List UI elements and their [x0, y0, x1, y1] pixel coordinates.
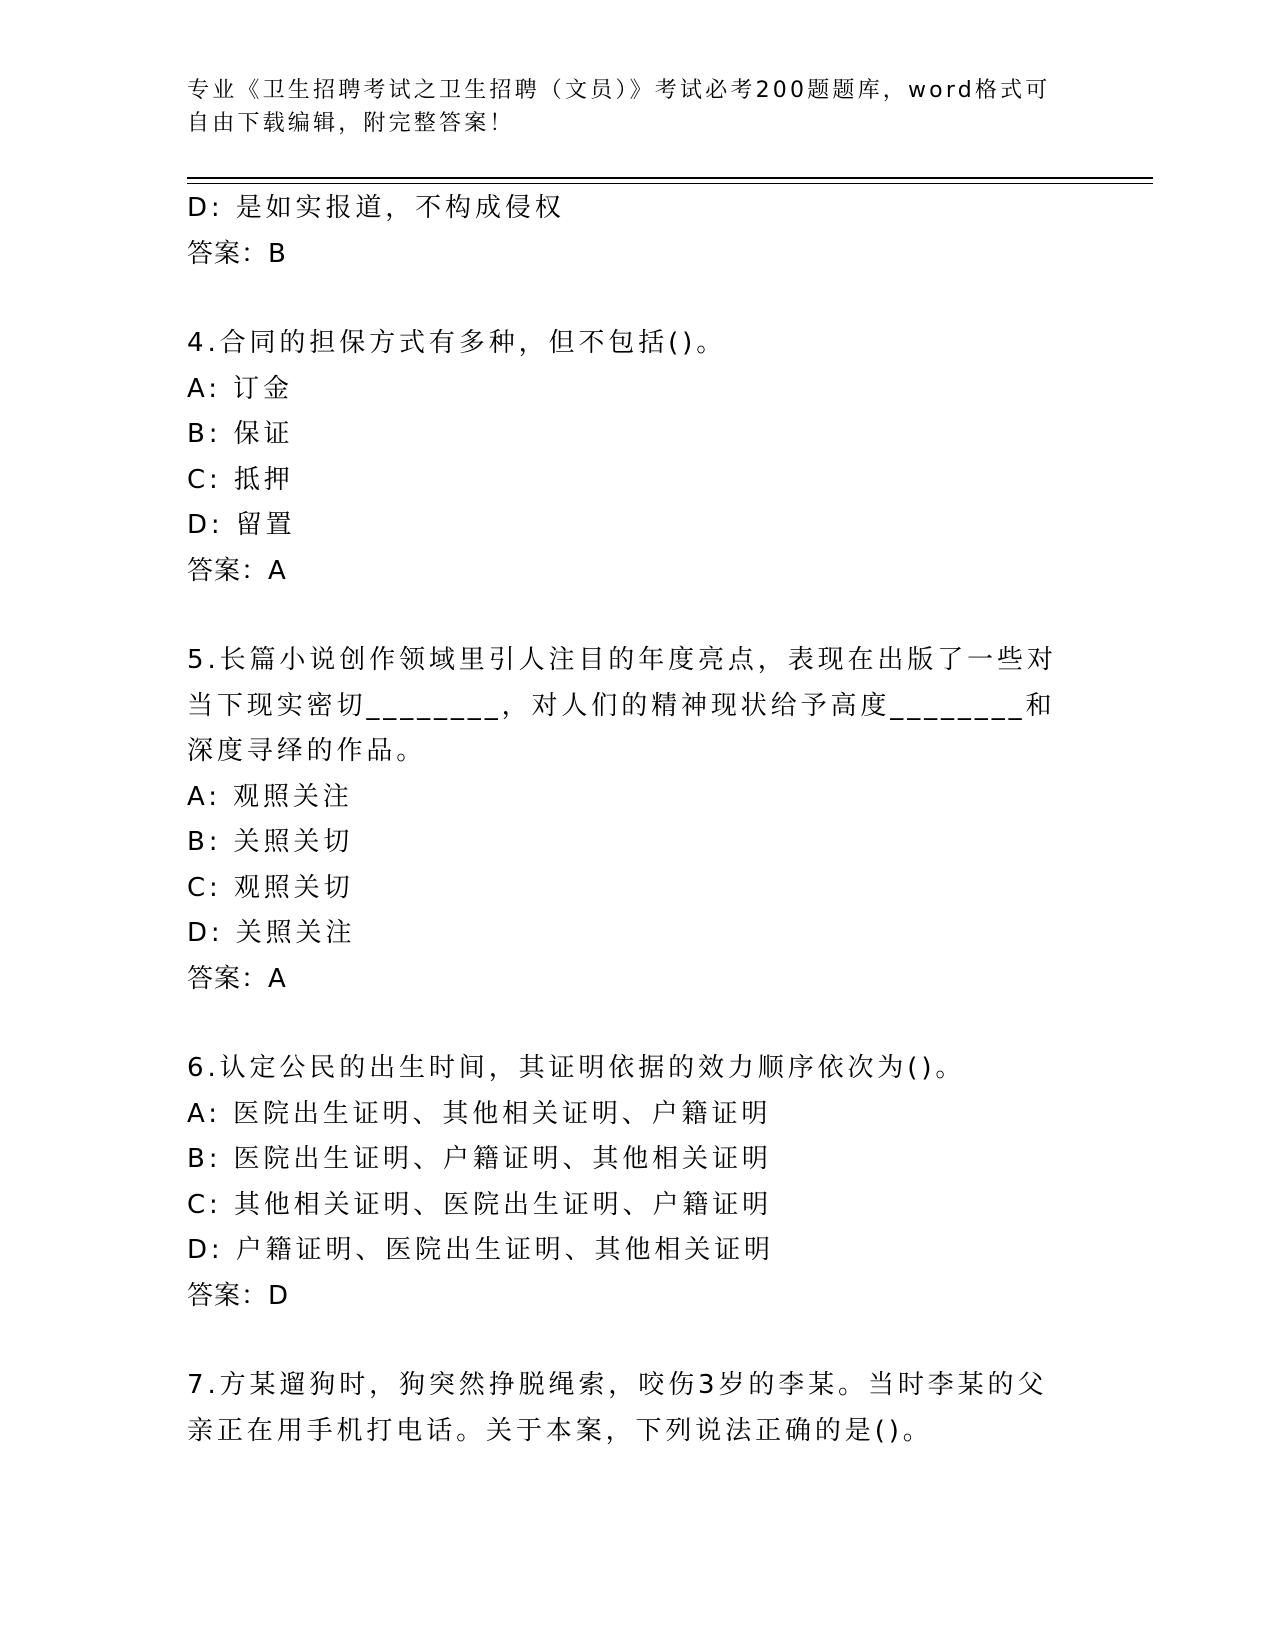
- option-b: B: 关照关切: [187, 827, 354, 857]
- spacer: [187, 594, 1067, 638]
- answer: 答案：D: [187, 1280, 290, 1311]
- option-c: C: 观照关切: [187, 872, 354, 903]
- question-7: [187, 1363, 1067, 1454]
- option-d: D: 关照关注: [187, 918, 356, 948]
- question-stem: 5.长篇小说创作领域里引人注目的年度亮点，表现在出版了一些对当下现实密切________，对人们的精神现状给予高度________和深度寻绎的作品。: [187, 645, 1057, 766]
- question-4: [187, 321, 1067, 594]
- answer: 答案：A: [187, 555, 287, 586]
- answer: 答案：A: [187, 963, 287, 994]
- question-5: [187, 638, 1067, 1002]
- document-header: 专业《卫生招聘考试之卫生招聘（文员）》考试必考200题题库，word格式可自由下载编辑，附完整答案！: [187, 78, 1051, 136]
- option-b: B: 医院出生证明、户籍证明、其他相关证明: [187, 1144, 772, 1174]
- document-body: [187, 186, 1067, 1454]
- option-a: A: 医院出生证明、其他相关证明、户籍证明: [187, 1098, 772, 1129]
- question-stem: 6.认定公民的出生时间，其证明依据的效力顺序依次为()。: [187, 1053, 966, 1083]
- question-stem: 4.合同的担保方式有多种，但不包括()。: [187, 328, 727, 358]
- option-d: D: 留置: [187, 510, 296, 540]
- header-rule-thin: [187, 183, 1153, 184]
- answer: 答案：B: [187, 238, 287, 269]
- question-stem: 7.方某遛狗时，狗突然挣脱绳索，咬伤3岁的李某。当时李某的父亲正在用手机打电话。关于本案，下列说法正确的是()。: [187, 1370, 1048, 1446]
- question-6: [187, 1046, 1067, 1319]
- option-b: B: 保证: [187, 419, 294, 449]
- spacer: [187, 277, 1067, 321]
- option-c: C: 其他相关证明、医院出生证明、户籍证明: [187, 1189, 773, 1220]
- spacer: [187, 1319, 1067, 1363]
- option-c: C: 抵押: [187, 464, 294, 495]
- spacer: [187, 1002, 1067, 1046]
- option-a: A: 订金: [187, 373, 293, 404]
- option-a: A: 观照关注: [187, 781, 353, 812]
- option-d: D: 是如实报道，不构成侵权: [187, 193, 565, 223]
- option-d: D: 户籍证明、医院出生证明、其他相关证明: [187, 1235, 774, 1265]
- header-rule-thick: [187, 177, 1153, 179]
